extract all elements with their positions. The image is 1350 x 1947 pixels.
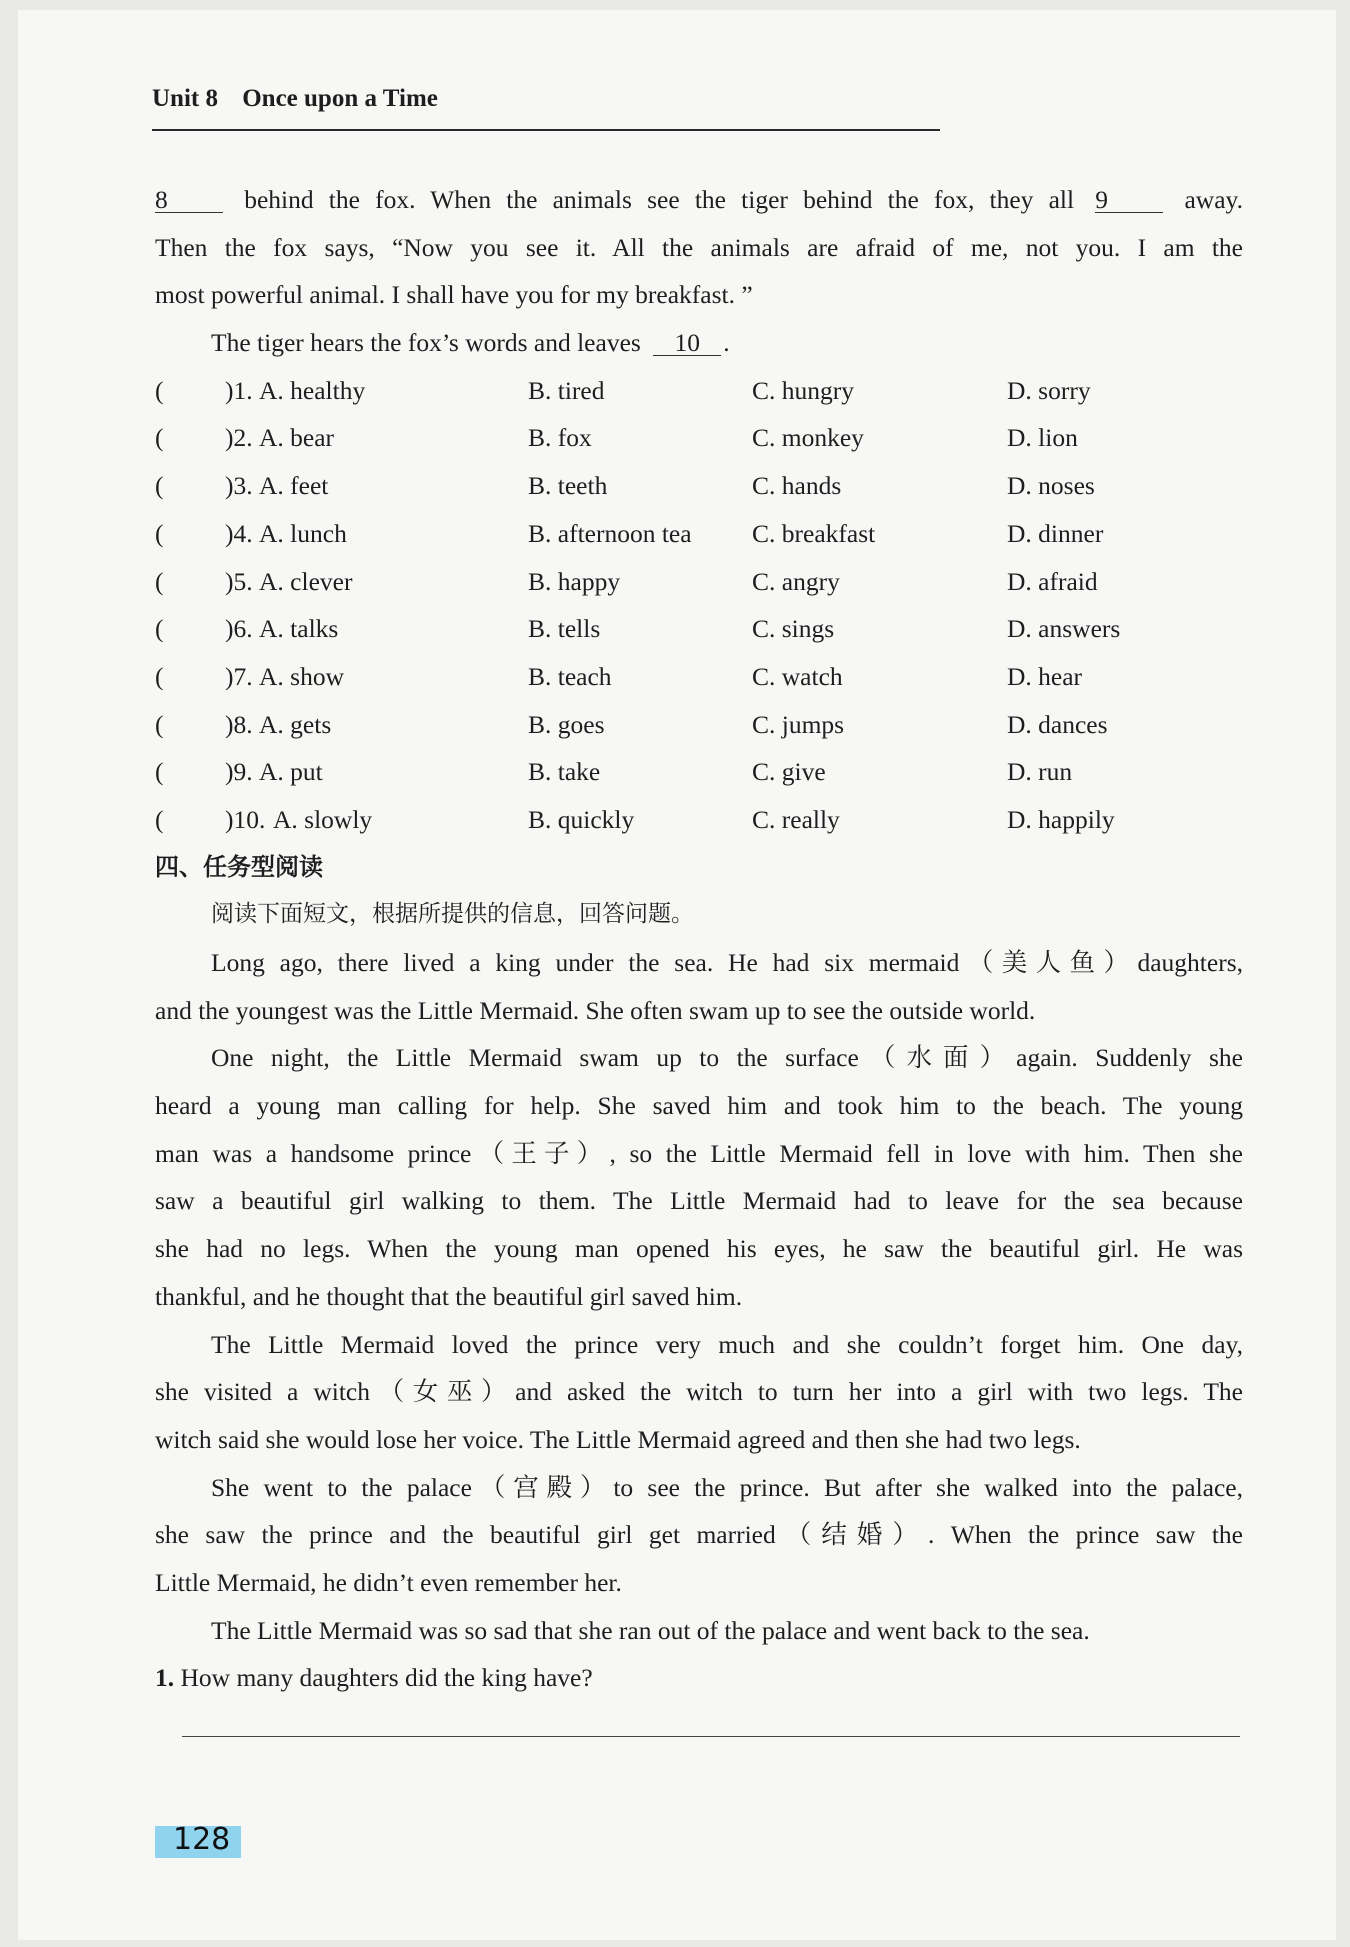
option-b: B. teach: [528, 661, 612, 691]
question-number: )1.: [225, 375, 253, 405]
option-d: D. dances: [1007, 709, 1108, 739]
passage-line: Long ago, there lived a king under the sea. He had six mermaid（美人鱼）daughters,: [211, 948, 1243, 977]
option-c: C. monkey: [752, 423, 864, 453]
passage-line: she visited a witch（女巫）and asked the witch to turn her into a girl with two legs. The: [155, 1377, 1243, 1407]
passage-line: saw a beautiful girl walking to them. The Little Mermaid had to leave for the sea because: [155, 1186, 1243, 1216]
option-a: A. bear: [259, 423, 335, 453]
option-a: A. lunch: [259, 518, 347, 548]
passage-line: she had no legs. When the young man opened his eyes, he saw the beautiful girl. He was: [155, 1234, 1243, 1264]
option-c: C. breakfast: [752, 518, 876, 548]
question-1-text: How many daughters did the king have?: [180, 1663, 593, 1693]
answer-line[interactable]: [182, 1736, 1240, 1737]
option-a: A. show: [259, 661, 345, 691]
section-instruction: 阅读下面短文，根据所提供的信息，回答问题。: [211, 901, 694, 928]
option-d: D. sorry: [1007, 375, 1091, 405]
option-b: B. tells: [528, 614, 601, 644]
question-row: [155, 701, 1243, 749]
passage-line: witch said she would lose her voice. The Little Mermaid agreed and then she had two legs.: [155, 1424, 1081, 1454]
option-d: D. lion: [1007, 423, 1078, 453]
option-c: C. really: [752, 804, 840, 834]
question-number: )5.: [225, 566, 253, 596]
passage-line: The Little Mermaid was so sad that she ran out of the palace and went back to the sea.: [211, 1615, 1090, 1645]
answer-paren[interactable]: (: [155, 757, 164, 787]
option-a: A. healthy: [259, 375, 366, 405]
question-row: [155, 796, 1243, 844]
answer-paren[interactable]: (: [155, 661, 164, 691]
option-c: C. jumps: [752, 709, 845, 739]
question-number: )4.: [225, 518, 253, 548]
option-c: C. sings: [752, 614, 835, 644]
passage-line: heard a young man calling for help. She saved him and took him to the beach. The young: [155, 1091, 1243, 1121]
question-number: )2.: [225, 423, 253, 453]
question-row: [155, 558, 1243, 606]
question-1: [155, 1654, 1243, 1702]
answer-paren[interactable]: (: [155, 804, 164, 834]
question-row: [155, 605, 1243, 653]
option-c: C. give: [752, 757, 826, 787]
unit-title: Once upon a Time: [242, 85, 438, 112]
option-d: D. dinner: [1007, 518, 1104, 548]
question-number: )10.: [225, 804, 266, 834]
question-row: [155, 510, 1243, 558]
option-b: B. fox: [528, 423, 592, 453]
passage-line: man was a handsome prince（王子）, so the Little Mermaid fell in love with him. Then she: [155, 1138, 1243, 1168]
question-number: )7.: [225, 661, 253, 691]
question-row: [155, 367, 1243, 415]
passage-line: she saw the prince and the beautiful girl get married（结婚）. When the prince saw the: [155, 1520, 1243, 1550]
answer-paren[interactable]: (: [155, 471, 164, 501]
blank-10: 10: [653, 331, 721, 356]
passage-line: Then the fox says, “Now you see it. All the animals are afraid of me, not you. I am the: [155, 232, 1243, 262]
page-number: 128: [173, 1822, 231, 1857]
question-1-number: 1.: [155, 1663, 175, 1693]
option-a: A. clever: [259, 566, 353, 596]
period: .: [723, 328, 730, 358]
content: [155, 176, 1243, 1702]
option-a: A. slowly: [273, 804, 373, 834]
reading-passage: [155, 939, 1243, 1654]
passage-text: away.: [1184, 185, 1244, 214]
question-row: [155, 748, 1243, 796]
option-d: D. noses: [1007, 471, 1095, 501]
answer-paren[interactable]: (: [155, 518, 164, 548]
passage-text: behind the fox. When the animals see the tiger behind the fox, they all: [244, 185, 1075, 214]
option-a: A. put: [259, 757, 323, 787]
passage-line: She went to the palace（宫殿）to see the prince. But after she walked into the palace,: [211, 1472, 1243, 1502]
passage-line: The Little Mermaid loved the prince very much and she couldn’t forget him. One day,: [211, 1329, 1243, 1359]
question-row: [155, 414, 1243, 462]
option-b: B. teeth: [528, 471, 608, 501]
option-d: D. afraid: [1007, 566, 1098, 596]
option-b: B. tired: [528, 375, 605, 405]
option-c: C. angry: [752, 566, 840, 596]
option-c: C. watch: [752, 661, 843, 691]
passage-text: The tiger hears the fox’s words and leaves: [211, 328, 641, 358]
option-a: A. talks: [259, 614, 339, 644]
answer-paren[interactable]: (: [155, 423, 164, 453]
passage-line: [155, 319, 1243, 367]
option-a: A. feet: [259, 471, 329, 501]
question-number: )8.: [225, 709, 253, 739]
option-b: B. happy: [528, 566, 621, 596]
option-c: C. hungry: [752, 375, 854, 405]
page-number-badge: [155, 1822, 241, 1858]
passage-line: most powerful animal. I shall have you for my breakfast. ”: [155, 280, 753, 310]
option-b: B. take: [528, 757, 601, 787]
option-c: C. hands: [752, 471, 842, 501]
answer-paren[interactable]: (: [155, 566, 164, 596]
unit-label: Unit 8: [152, 85, 218, 112]
answer-paren[interactable]: (: [155, 709, 164, 739]
option-a: A. gets: [259, 709, 332, 739]
question-number: )3.: [225, 471, 253, 501]
passage-line: One night, the Little Mermaid swam up to the surface（水面）again. Suddenly she: [211, 1043, 1243, 1073]
section-title: 四、任务型阅读: [155, 852, 323, 881]
blank-8: 8: [155, 188, 223, 213]
question-row: [155, 653, 1243, 701]
option-d: D. answers: [1007, 614, 1121, 644]
page-header: [152, 85, 940, 131]
passage-line: Little Mermaid, he didn’t even remember her.: [155, 1567, 622, 1597]
option-b: B. afternoon tea: [528, 518, 692, 548]
question-number: )9.: [225, 757, 253, 787]
option-b: B. quickly: [528, 804, 635, 834]
passage-line: and the youngest was the Little Mermaid. She often swam up to see the outside world.: [155, 995, 1036, 1025]
option-b: B. goes: [528, 709, 605, 739]
answer-paren[interactable]: (: [155, 375, 164, 405]
blank-9: 9: [1095, 188, 1163, 213]
question-row: [155, 462, 1243, 510]
question-number: )6.: [225, 614, 253, 644]
passage-line: thankful, and he thought that the beautiful girl saved him.: [155, 1281, 743, 1311]
option-d: D. happily: [1007, 804, 1115, 834]
question-list: [155, 367, 1243, 844]
option-d: D. hear: [1007, 661, 1083, 691]
answer-paren[interactable]: (: [155, 614, 164, 644]
passage-line: [155, 176, 1243, 224]
option-d: D. run: [1007, 757, 1073, 787]
